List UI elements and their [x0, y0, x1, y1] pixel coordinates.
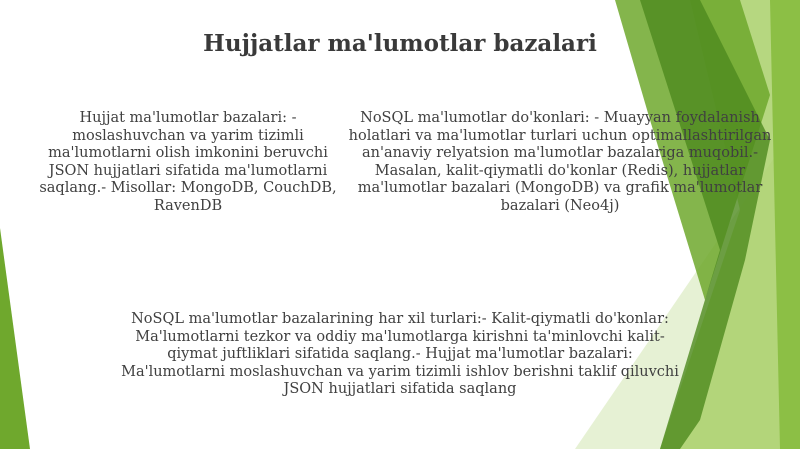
left-accent-shape: [0, 228, 30, 449]
text-block-nosql-stores: NoSQL ma'lumotlar do'konlari: - Muayyan foydalanish holatlari va ma'lumotlar turlari uchun optimallashtirilgan an'anaviy relyatsion ma'lumotlar bazalariga muqobil.- Masalan, kalit-qiymatli do'konlar (Redis), hujjatlar ma'lumotlar bazalari (MongoDB) va grafik ma'lumotlar bazalari (Neo4j): [348, 110, 772, 214]
text-block-document-databases: Hujjat ma'lumotlar bazalari: - moslashuvchan va yarim tizimli ma'lumotlarni olish imkonini beruvchi JSON hujjatlari sifatida ma'lumotlarni saqlang.- Misollar: MongoDB, CouchDB, RavenDB: [39, 110, 337, 214]
text-block-nosql-types: NoSQL ma'lumotlar bazalarining har xil turlari:- Kalit-qiymatli do'konlar: Ma'lumotlarni tezkor va oddiy ma'lumotlarga kirishni ta'minlovchi kalit-qiymat juftliklari sifatida saqlang.- Hujjat ma'lumotlar bazalari: Ma'lumotlarni moslashuvchan va yarim tizimli ishlov berishni taklif qiluvchi JSON hujjatlari sifatida saqlang: [121, 311, 679, 397]
slide-title: Hujjatlar ma'lumotlar bazalari: [203, 30, 597, 57]
